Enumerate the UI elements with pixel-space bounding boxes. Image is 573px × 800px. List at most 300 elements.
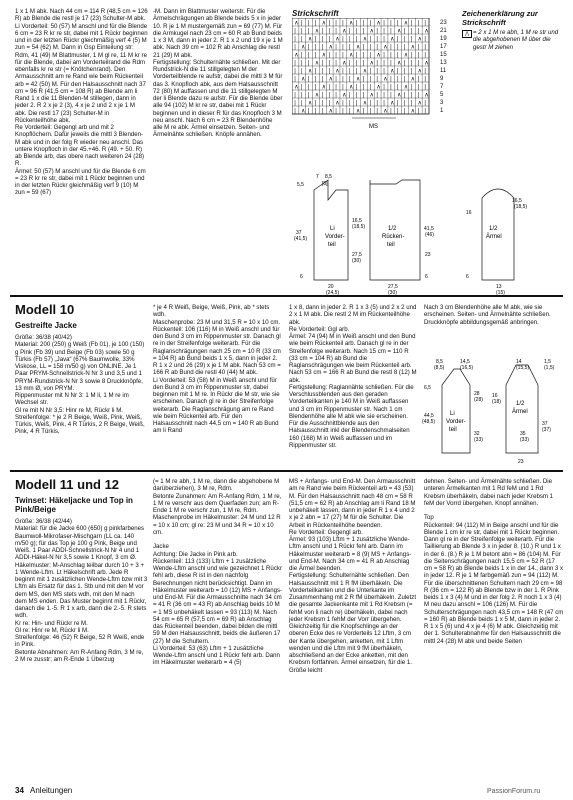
chart-symbol: | xyxy=(383,20,385,27)
schematic-modell-10 xyxy=(420,355,570,465)
chart-symbol: | xyxy=(424,84,426,91)
chart-symbol: ∧ xyxy=(348,84,354,91)
row-number: 3 xyxy=(440,100,444,106)
chart-symbol: ∧ xyxy=(294,52,299,59)
modell-10-col-4: Nach 3 cm Blendenhöhe alle M abk, wie sie erscheinen. Seiten- und Ärmelnähte schließen. Druckknöpfe abbildungsgemäß anbringen. xyxy=(424,304,553,326)
chart-symbol: | xyxy=(321,28,324,35)
chart-symbol: ∧ xyxy=(355,76,361,83)
chart-symbol: ∧ xyxy=(424,92,429,99)
m10-dim: 37 xyxy=(542,421,548,427)
chart-symbol: | xyxy=(383,92,385,99)
chart-symbol: | xyxy=(376,100,378,107)
chart-symbol: | xyxy=(362,76,365,83)
chart-symbol: | xyxy=(342,20,344,27)
chart-symbol: | xyxy=(362,92,365,99)
m10-dim: 6,5 xyxy=(424,385,431,391)
m10-dim: 35 xyxy=(520,431,526,437)
chart-symbol: | xyxy=(417,108,420,115)
chart-symbol: | xyxy=(328,84,331,91)
zeichen-text: = 2 x 1 M re abh, 1 M re str und die abgehobenen M über die gestr M ziehen xyxy=(473,29,560,51)
schematic-top-sleeve xyxy=(452,180,567,295)
chart-symbol: | xyxy=(390,52,392,59)
row-number: 15 xyxy=(440,52,447,58)
chart-symbol: | xyxy=(301,100,303,107)
chart-symbol: | xyxy=(369,100,372,107)
chart-symbol: | xyxy=(369,84,372,91)
chart-symbol: ∧ xyxy=(369,92,374,99)
chart-symbol: | xyxy=(348,76,351,83)
schem-dim: 27,5 xyxy=(352,252,362,258)
schem-label-vorder: Vorder- xyxy=(325,234,345,240)
m10-dim: 8,5 xyxy=(436,359,443,365)
m10-dim: (48,5) xyxy=(422,419,436,425)
chart-symbol: | xyxy=(396,36,399,43)
chart-symbol: | xyxy=(369,76,372,83)
chart-symbol: | xyxy=(335,108,337,115)
chart-symbol: | xyxy=(294,68,296,75)
chart-symbol: | xyxy=(307,92,310,99)
m10-dim: (8,5) xyxy=(434,365,445,371)
chart-symbol: | xyxy=(376,28,378,35)
chart-symbol: ∧ xyxy=(335,100,340,107)
chart-symbol: ∧ xyxy=(410,44,416,51)
chart-symbol: ∧ xyxy=(307,68,313,75)
chart-symbol: | xyxy=(424,52,426,59)
chart-symbol: ∧ xyxy=(342,92,347,99)
chart-symbol: | xyxy=(355,100,358,107)
chart-symbol: ∧ xyxy=(321,84,326,91)
chart-symbol: | xyxy=(307,20,310,27)
chart-symbol: | xyxy=(390,92,392,99)
chart-symbol: ∧ xyxy=(301,108,306,115)
chart-symbol: | xyxy=(390,60,392,67)
chart-symbol: ∧ xyxy=(335,68,340,75)
watermark: PassionForum.ru xyxy=(487,788,541,795)
chart-symbol: | xyxy=(294,36,296,43)
chart-symbol: ∧ xyxy=(376,20,381,27)
modell-10-col-1: Größe: 36/38 (40/42) Material: 200 (250) g Weiß (Fb 01), je 100 (150) g Pink (Fb 39) und Beige (Fb 03) sowie 50 g Türkis (Fb 57) „Java“ (67% Baumwolle, 33% Viskose, LL = 158 m/50 g) von ONLINE. Je 1 Paar PRYM-Schnellstrick-N Nr 3 und 3,5 und 1 PRYM-Rundstrick-N Nr 3 sowie 8 Druckknöpfe, 13 mm Ø, von PRYM. Rippenmuster mit N Nr 3: 1 M li, 1 M re im Wechsel str. Gl re mit N Nr 3,5: Hinr re M, Rückr li M. Streifenfolge: * je 2 R Beige, Weiß, Pink, Weiß, Türkis, Weiß, Pink, 4 R Türkis, 2 R Beige, Weiß, Pink, 4 R Türkis, xyxy=(15,334,145,436)
schem-dim: 41,5 xyxy=(424,226,434,232)
chart-symbol: | xyxy=(410,100,413,107)
chart-symbol: | xyxy=(321,92,324,99)
chart-symbol: ∧ xyxy=(335,36,340,43)
schem-dim: (30) xyxy=(352,258,361,264)
chart-symbol: | xyxy=(328,92,331,99)
chart-symbol: ∧ xyxy=(294,84,299,91)
chart-symbol: | xyxy=(376,92,378,99)
section-divider xyxy=(10,470,563,472)
modell-11-col-2: (= 1 M re abh, 1 M re, dann die abgehobene M darüberziehen), 3 M re, Rdm. Betonte Zunahmen: Am R-Anfang Rdm, 1 M re, 1 M re verschr aus dem Querfaden zun; am R-Ende 1 M re verschr zun, 1 M re, Rdm. Maschenprobe im Häkelmuster: 24 M und 12 R = 10 x 10 cm; gl re: 23 M und 34 R = 10 x 10 cm. Jacke Achtung: Die Jacke in Pink arb. Rückenteil: 113 (133) Lftm + 1 zusätzliche Wende-Lftm anschl und wie gezeichnet 1 Rückr fehl arb, diese R ist in den nachfolg Berechnungen nicht berücksichtigt. Dann im Häkelmuster weiterarb = 10 (12) MS + Anfangs- und End-M. Für die Armausschnitte nach 34 cm = 41 R (36 cm = 43 R) ab Anschlag beids 10 M = 1 MS unbehäkelt lassen = 93 (113) M. Nach 54 cm = 65 R (57,5 cm = 69 R) ab Anschlag das Rückenteil beenden, dabei bilden die mittl 59 M den Halsausschnitt, beids die äußeren 17 (27) M die Schultern. Li Vorderteil: 53 (63) Lftm + 1 zusätzliche Wende-Lftm anschl und 1 Rückr fehl arb. Dann im Häkelmuster weiterarb = 4 (5) xyxy=(153,478,283,667)
m10-dim: (28) xyxy=(474,397,483,403)
chart-symbol: | xyxy=(335,44,337,51)
row-number: 1 xyxy=(440,108,444,114)
chart-symbol: | xyxy=(424,68,426,75)
modell-11-col-1: Größe: 36/38 (42/44) Material: für die Jacke 600 (650) g pinkfarbenes Baumwoll-Mikrofaser-Mischgarn (LL ca. 140 m/50 g); für das Top je 100 g Pink, Beige und Weiß. 1 Paar ADDI-Schnellstrick-N Nr 4 und 1 ADDI-Häkel-N Nr 3,5 sowie 1 Knopf, 3 cm Ø. Häkelmuster: M-Anschlag teilbar durch 10 + 3 + 1 Wende-Lftm. Lt Häkelschrift arb. Jede R beginnt mit 1 zusätzlichen Wende-Lftm bzw mit 3 Lftm als Ersatz für das 1. Stb und mit den M vor dem MS, den MS stets wdh, mit den M nach dem MS enden. Das Muster beginnt mit 1 Rückr, danach die 1.-5. R 1 x arb, dann die 2.-5. R stets wdh. Kr re: Hin- und Rückr re M. Gl re: Hinr re M, Rückr li M. Streifenfolge: 46 (52) R Beige, 52 R Weiß, ende in Pink. Betonte Abnahmen: Am R-Anfang Rdm, 3 M re, 2 M re zusstr; am R-Ende 1 Überzug xyxy=(15,518,148,663)
chart-symbol: ∧ xyxy=(390,36,395,43)
chart-symbol: | xyxy=(314,52,317,59)
top-text-col-1: 1 x 1 M abk. Nach 44 cm = 114 R (48,5 cm = 126 R) ab Blende die restl je 17 (23) Schulter-M abk. Li Vorderteil: 50 (57) M anschl und für die Blende 6 cm = 23 R kr re str, dabei mit 1 Rückr beginnen und in der letzten Rückr gleichmäßig verf 4 (5) M zun = 54 (62) M. Dann in Gsp Einteilung str: Rdm, 41 (49) M Blattmuster, 1 M gl re, 11 M kr re für die Blende, dabei am Vorderteilrand die Rdm ebenfalls kr re str (= Knötchenrand). Den Armausschnitt am re Rand wie beim Rückenteil arb = 42 (50) M. Für den Halsausschnitt nach 37 cm = 96 R (41,5 cm = 108 R) ab Blende am li Rand 1 x die 11 Blenden-M stillegen, dann in jeder 2. R 2 x je 2 (3), 4 x je 2 und 2 x je 1 M abk. Die restl 17 (23) Schulter-M in Rückenteilhöhe abk. Re Vorderteil: Gegengl arb und mit 2 Knopflöchern. Dafür jeweils die mittl 3 Blenden-M abk und in der folg R wieder neu anschl. Das untere Knopfloch in der 45.+46. R (49. + 50. R) ab Blende arb, das obere nach weiteren 24 (28) R. Ärmel: 50 (57) M anschl und für die Blende 6 cm = 23 R kr re str, dabei mit 1 Rückr beginnen und in der letzten Rückr gleichmäßig verf 9 (10) M zun = 59 (67) xyxy=(15,8,148,197)
chart-symbol: | xyxy=(314,100,317,107)
chart-symbol: | xyxy=(403,44,406,51)
chart-symbol: | xyxy=(390,44,392,51)
chart-symbol: | xyxy=(396,84,399,91)
chart-symbol: | xyxy=(362,20,365,27)
chart-symbol: | xyxy=(294,92,296,99)
schem-dim: (46) xyxy=(425,232,434,238)
chart-symbol: | xyxy=(328,20,331,27)
chart-symbol: | xyxy=(410,92,413,99)
chart-symbol: ∧ xyxy=(383,44,388,51)
m10-dim: (33) xyxy=(474,437,483,443)
chart-symbol: | xyxy=(396,44,399,51)
modell-11-col-3: MS + Anfangs- und End-M. Den Armausschnitt am re Rand wie beim Rückenteil arb = 43 (53) M. Für den Halsausschnitt nach 48 cm = 58 R (51,5 cm = 62 R) ab Anschlag am li Rand 18 M unbehäkelt lassen, dann in jeder R 1 x 4 und 2 x je 2 abn = 17 (27) M für die Schulter. Die Arbeit in Rückenteilhöhe beenden. Re Vorderteil: Gegengl arb. Ärmel: 93 (103) Lftm + 1 zusätzliche Wende-Lftm anschl und 1 Rückr fehl arb. Dann im Häkelmuster weiterarb = 8 (9) MS + Anfangs- und End-M. Nach 34 cm = 41 R ab Anschlag die Ärmel beenden. Fertigstellung: Schulternähte schließen. Den Halsausschnitt mit 1 R fM überhäkeln. Die Vorderteilkanten und die Unterkante im Zusammenhang mit 2 R fM überhäkeln. Zuletzt die gesamte Jackenkante mit 1 Rd Krebsm (= fehM von li nach re) überhäkeln, dabei nach jeder Krebsm 1 fehM der Vorr übergehen. Gleichzeitig für die Knopfschlinge an der oberen Ecke des re Vorderteils 12 Lftm, 3 cm der Kante übergehen, anketten, mit 1 Lftm wenden und die Lftm mit 9 fM überhäkeln, abschließend an der Ecke anketten, mit den Krebsm fortfahren. Ärmel einsetzen, für die 1. Größe leicht xyxy=(289,478,417,674)
chart-symbol: | xyxy=(342,84,344,91)
chart-symbol: | xyxy=(301,52,303,59)
chart-symbol: | xyxy=(348,92,351,99)
chart-symbol: ∧ xyxy=(307,100,313,107)
chart-symbol: | xyxy=(301,92,303,99)
chart-symbol: | xyxy=(307,28,310,35)
footer-label: Anleitungen xyxy=(30,786,73,795)
modell-10-col-2: * je 4 R Weiß, Beige, Weiß, Pink, ab * stets wdh. Maschenprobe: 23 M und 31,5 R = 10 x 10 cm. Rückenteil: 106 (116) M in Weiß anschl und für den Bund 3 cm im Rippenmuster str. Danach gl re in der Streifenfolge weiterarb. Für die Raglanschrägungen nach 25 cm = 10 R (33 cm = 104 R) ab Bund beids 1 x 5, dann in jeder 2. R 1 x 2 und 26 (29) x je 1 M abk. Nach 53 cm = 166 R ab Bund die restl 40 (44) M abk. Li Vorderteil: 53 (58) M in Weiß anschl und für den Bund 3 cm im Rippenmuster str, dabei beginnen mit 1 M re. In Rückr die M str, wie sie erscheinen. Danach gl re in der Streifenfolge weiterarb. Die Raglanschrägung am re Rand wie beim Rückenteil arb. Für den Halsausschnitt nach 44,5 cm = 140 R ab Bund am li Rand xyxy=(153,304,281,435)
chart-symbol: ∧ xyxy=(314,92,320,99)
schem-label-teil: teil xyxy=(328,242,336,248)
chart-symbol: | xyxy=(321,108,324,115)
schem-dim: 5,5 xyxy=(297,182,304,188)
chart-symbol: ∧ xyxy=(424,28,429,35)
m10-dim: (37) xyxy=(542,427,551,433)
chart-symbol: | xyxy=(342,36,344,43)
chart-symbol: | xyxy=(314,76,317,83)
chart-symbol: | xyxy=(410,28,413,35)
chart-symbol: | xyxy=(396,20,399,27)
chart-symbol: ∧ xyxy=(342,60,347,67)
chart-symbol: | xyxy=(301,20,303,27)
chart-symbol: | xyxy=(383,84,385,91)
chart-symbol: | xyxy=(342,68,344,75)
chart-symbol: ∧ xyxy=(390,100,395,107)
chart-symbol: | xyxy=(355,36,358,43)
chart-symbol: | xyxy=(355,52,358,59)
m10-dim: 1,5 xyxy=(544,359,551,365)
strickschrift-title: Strickschrift xyxy=(292,9,339,18)
chart-symbol: | xyxy=(403,108,406,115)
chart-symbol: | xyxy=(369,108,372,115)
chart-symbol: | xyxy=(410,60,413,67)
chart-symbol: | xyxy=(301,28,303,35)
chart-symbol: | xyxy=(369,20,372,27)
chart-symbol: ∧ xyxy=(294,20,299,27)
chart-symbol: | xyxy=(342,100,344,107)
chart-symbol: ∧ xyxy=(355,108,361,115)
chart-symbol: | xyxy=(369,68,372,75)
chart-symbol: ∧ xyxy=(328,76,333,83)
chart-symbol: | xyxy=(403,100,406,107)
chart-symbol: | xyxy=(355,68,358,75)
chart-symbol: | xyxy=(348,44,351,51)
chart-symbol: | xyxy=(348,36,351,43)
chart-symbol: | xyxy=(294,108,296,115)
sleeve-dim: (18,5) xyxy=(514,204,528,210)
chart-symbol: | xyxy=(355,60,358,67)
chart-symbol: ∧ xyxy=(417,100,422,107)
schem-dim: 16,5 xyxy=(352,218,362,224)
chart-symbol: | xyxy=(376,108,378,115)
chart-symbol: ∧ xyxy=(314,60,320,67)
chart-symbol: | xyxy=(294,28,296,35)
chart-symbol: | xyxy=(417,76,420,83)
schem-dim: (24,5) xyxy=(326,290,340,295)
chart-symbol: | xyxy=(321,68,324,75)
sleeve-dim: 16 xyxy=(466,210,472,216)
chart-symbol: | xyxy=(328,100,331,107)
chart-symbol: | xyxy=(390,20,392,27)
top-text-col-2: -M. Dann im Blattmuster weiterstr. Für die Ärmelschrägungen ab Blende beids 5 x in jeder 10. R je 1 M mustergemäß zun = 69 (77) M. Für die Armkugel nach 23 cm = 60 R ab Bund beids 1 x 3 M, dann in jeder 2. R 1 x 2 und 19 x je 1 M abk. Nach 39 cm = 102 R ab Anschlag die restl 21 (29) M abk. Fertigstellung: Schulternähte schließen. Mit der Rundstrick-N die 11 stillgelegten M der Vorderteilblende re aufstr, dabei die mittl 3 M für das 3. Knopfloch abk, aus dem Halsausschnitt 72 (80) M auffassen und die 11 stillgelegten M der li Blende dazu re aufstr. Für die Blende über alle 94 (102) M kr re str, dabei mit 1 Rückr beginnen und in dieser R für das Knopfloch 3 M neu anschl. Nach 6 cm = 23 R Blendenhöhe alle M re abk. Ärmel einsetzen. Seiten- und Ärmelnähte schließen. Knöpfe annähen. xyxy=(153,8,283,139)
schem-dim: 27,5 xyxy=(388,284,398,290)
chart-symbol: | xyxy=(383,36,385,43)
chart-symbol: ∧ xyxy=(328,108,333,115)
chart-symbol: | xyxy=(362,44,365,51)
chart-symbol: | xyxy=(342,44,344,51)
chart-symbol: ∧ xyxy=(321,20,326,27)
m10-label-aermel: Ärmel xyxy=(512,409,528,415)
schem-dim: 6 xyxy=(300,274,303,280)
chart-symbol: | xyxy=(369,36,372,43)
modell-11-title: Modell 11 und 12 xyxy=(15,477,120,492)
page-number: 34 xyxy=(15,786,24,795)
schem-dim: 6 xyxy=(425,274,428,280)
chart-symbol: | xyxy=(410,84,413,91)
m10-dim: (16,5) xyxy=(460,365,474,371)
schem-dim: 20 xyxy=(328,284,334,290)
chart-symbol: ∧ xyxy=(417,36,422,43)
chart-symbol: | xyxy=(403,92,406,99)
chart-symbol: | xyxy=(335,92,337,99)
modell-11-subtitle: Twinset: Häkeljacke und Top in Pink/Beige xyxy=(15,496,133,514)
m10-dim: 44,5 xyxy=(424,413,434,419)
sleeve-dim: 16,5 xyxy=(512,198,522,204)
chart-symbol: | xyxy=(403,28,406,35)
chart-symbol: | xyxy=(390,84,392,91)
chart-symbol: | xyxy=(335,20,337,27)
chart-symbol: | xyxy=(396,68,399,75)
schem-label-half: 1/2 xyxy=(388,226,397,232)
row-number: 21 xyxy=(440,28,447,34)
chart-symbol: ∧ xyxy=(390,68,395,75)
chart-symbol: | xyxy=(424,44,426,51)
row-numbers xyxy=(440,19,447,115)
row-number: 19 xyxy=(440,36,447,42)
chart-symbol: | xyxy=(424,100,426,107)
chart-symbol: | xyxy=(362,108,365,115)
sleeve-label-aermel: Ärmel xyxy=(486,234,502,240)
chart-symbol: ∧ xyxy=(396,60,402,67)
chart-symbol: ∧ xyxy=(376,84,381,91)
chart-symbol: | xyxy=(314,44,317,51)
m10-label-half: 1/2 xyxy=(516,401,525,407)
chart-symbol: ∧ xyxy=(307,36,313,43)
row-number: 11 xyxy=(440,68,447,74)
schem-dim: 7 xyxy=(316,174,319,180)
chart-symbol: | xyxy=(383,52,385,59)
chart-symbol: ∧ xyxy=(301,76,306,83)
chart-symbol: | xyxy=(335,60,337,67)
chart-symbol: | xyxy=(307,76,310,83)
m10-dim: 32 xyxy=(474,431,480,437)
chart-symbol: ∧ xyxy=(424,60,429,67)
chart-symbol: | xyxy=(403,68,406,75)
chart-symbol: | xyxy=(348,108,351,115)
chart-symbol: ∧ xyxy=(403,84,409,91)
chart-symbol: | xyxy=(294,76,296,83)
chart-symbol: | xyxy=(321,44,324,51)
chart-symbol: | xyxy=(328,60,331,67)
row-number: 9 xyxy=(440,76,444,82)
chart-symbol: | xyxy=(328,36,331,43)
chart-symbol: | xyxy=(410,52,413,59)
chart-symbol: ∧ xyxy=(314,28,320,35)
chart-symbol: | xyxy=(355,20,358,27)
sleeve-dim: 13 xyxy=(496,284,502,290)
chart-symbol: | xyxy=(403,36,406,43)
chart-symbol: | xyxy=(335,76,337,83)
chart-symbol: ∧ xyxy=(369,28,374,35)
chart-symbol: | xyxy=(410,68,413,75)
sleeve-dim: 6 xyxy=(466,274,469,280)
chart-symbol: ∧ xyxy=(410,76,416,83)
chart-symbol: | xyxy=(301,84,303,91)
chart-symbol: | xyxy=(396,76,399,83)
sleeve-label-half: 1/2 xyxy=(489,226,498,232)
m10-dim: 14 xyxy=(516,359,522,365)
m10-label-li: Li xyxy=(450,411,455,417)
chart-symbol: | xyxy=(383,60,385,67)
sleeve-dim: (15) xyxy=(496,290,505,295)
schematic-top-bodies xyxy=(292,170,447,295)
chart-symbol: | xyxy=(376,36,378,43)
chart-symbol: ∧ xyxy=(369,60,374,67)
chart-symbol: | xyxy=(307,84,310,91)
schem-dim: (30) xyxy=(388,290,397,295)
chart-symbol: | xyxy=(301,36,303,43)
modell-11-col-4: dehnen. Seiten- und Ärmelnähte schließen. Die unteren Ärmelkanten mit 1 Rd feM und 1 Rd Krebsm überhäkeln, dabei nach jeder Krebsm 1 feM der Vorrd übergehen. Knopf annähen. Top Rückenteil: 94 (112) M in Beige anschl und für die Blende 1 cm kr re str, dabei mit 1 Rückr beginnen. Dann gl re in der Streifenfolge weiterarb. Für die Taillierung ab Blende 3 x in jeder 8. (10.) R und 1 x in der 6. (8.) R je 1 M betont abn = 86 (104) M. Für die Seitenschrägungen nach 15,5 cm = 52 R (17 cm = 58 R) ab Blende beids 1 x in der 14., dann 3 x in jeder 12. R je 1 M farbgemäß zun = 94 (112) M. Für die überschnittenen Schultern nach 29 cm = 98 R (36 cm = 122 R) ab Blende bzw in der 1. R Pink beids 1 x 3 (4) M und in der folg 2. R noch 1 x 3 (4) M neu dazu anschl = 106 (126) M. Für die Schulterschrägungen nach 43,5 cm = 148 R (47 cm = 160 R) ab Blende beids 1 x 5 M, dann in jeder 2. R 1 x 5 (6) und 4 x je 4 (6) M abk. Gleichzeitig mit der 1. Schulterabnahme für den Halsausschnitt die mittl 24 (28) M abk und beide Seiten xyxy=(424,478,564,645)
schem-dim: (18,5) xyxy=(352,224,366,230)
chart-symbol: | xyxy=(390,108,392,115)
chart-symbol: | xyxy=(376,60,378,67)
chart-symbol: | xyxy=(314,36,317,43)
chart-symbol: | xyxy=(307,108,310,115)
chart-symbol: | xyxy=(383,100,385,107)
schem-dim: 8,5 xyxy=(325,174,332,180)
section-divider xyxy=(10,295,563,297)
chart-symbol: | xyxy=(348,60,351,67)
row-number: 23 xyxy=(440,20,447,26)
chart-symbol: ∧ xyxy=(403,52,409,59)
m10-label-vorder: Vorder- xyxy=(446,419,466,425)
chart-symbol: | xyxy=(417,84,420,91)
modell-10-title: Modell 10 xyxy=(15,302,75,317)
chart-symbol: | xyxy=(424,36,426,43)
chart-symbol: | xyxy=(355,84,358,91)
chart-symbol: | xyxy=(410,36,413,43)
chart-symbol: | xyxy=(321,100,324,107)
modell-10-subtitle: Gestreifte Jacke xyxy=(15,321,77,330)
chart-symbol: | xyxy=(417,28,420,35)
chart-symbol: ∧ xyxy=(396,92,402,99)
chart-symbol: | xyxy=(417,60,420,67)
chart-symbol: ∧ xyxy=(403,20,409,27)
chart-symbol: ∧ xyxy=(383,108,388,115)
chart-symbol: | xyxy=(417,92,420,99)
schem-label-li: Li xyxy=(330,226,335,232)
chart-symbol: | xyxy=(328,28,331,35)
chart-symbol: | xyxy=(328,68,331,75)
chart-symbol: ∧ xyxy=(301,44,306,51)
chart-symbol: | xyxy=(307,60,310,67)
row-number: 7 xyxy=(440,84,444,90)
chart-symbol: | xyxy=(396,100,399,107)
zeichen-title: Zeichenerklärung zur Strickschrift xyxy=(462,9,538,27)
chart-symbol: | xyxy=(362,84,365,91)
chart-symbol: | xyxy=(417,20,420,27)
chart-symbol: | xyxy=(294,60,296,67)
m10-dim: 28 xyxy=(474,391,480,397)
ms-label: MS xyxy=(369,124,378,130)
chart-symbol: | xyxy=(321,36,324,43)
chart-symbol: | xyxy=(383,68,385,75)
chart-symbol: | xyxy=(376,76,378,83)
chart-symbol: ∧ xyxy=(355,44,361,51)
chart-symbol: | xyxy=(307,52,310,59)
chart-symbol: | xyxy=(390,28,392,35)
chart-symbol: | xyxy=(335,52,337,59)
chart-symbol: ∧ xyxy=(348,52,354,59)
chart-symbol: | xyxy=(424,76,426,83)
chart-symbol: | xyxy=(417,44,420,51)
chart-symbol: | xyxy=(348,28,351,35)
chart-symbol: | xyxy=(348,100,351,107)
chart-symbol: ∧ xyxy=(383,76,388,83)
m10-dim: (1,5) xyxy=(544,365,555,371)
m10-label-teil: teil xyxy=(449,427,457,433)
chart-symbol: | xyxy=(424,20,426,27)
chart-symbol: | xyxy=(314,108,317,115)
zeichen-symbol: ⋀ xyxy=(462,30,472,38)
chart-symbol: | xyxy=(321,60,324,67)
chart-symbol: | xyxy=(314,84,317,91)
chart-symbol: | xyxy=(355,28,358,35)
chart-symbol: | xyxy=(301,68,303,75)
chart-symbol: | xyxy=(348,68,351,75)
chart-symbol: | xyxy=(294,44,296,51)
chart-symbol: | xyxy=(383,28,385,35)
chart-symbol: | xyxy=(294,100,296,107)
m10-dim: 14,5 xyxy=(460,359,470,365)
chart-symbol: | xyxy=(403,76,406,83)
chart-symbol: | xyxy=(328,52,331,59)
row-number: 17 xyxy=(440,44,447,50)
chart-symbol: ∧ xyxy=(376,52,381,59)
strickschrift-chart xyxy=(292,18,442,130)
chart-symbol: | xyxy=(342,52,344,59)
chart-symbol: ∧ xyxy=(417,68,422,75)
row-number: 5 xyxy=(440,92,444,98)
chart-symbol: | xyxy=(314,20,317,27)
schem-label-ruecken: Rücken- xyxy=(382,234,405,240)
chart-symbol: ∧ xyxy=(362,68,368,75)
chart-symbol: | xyxy=(369,52,372,59)
chart-symbol: ∧ xyxy=(348,20,354,27)
